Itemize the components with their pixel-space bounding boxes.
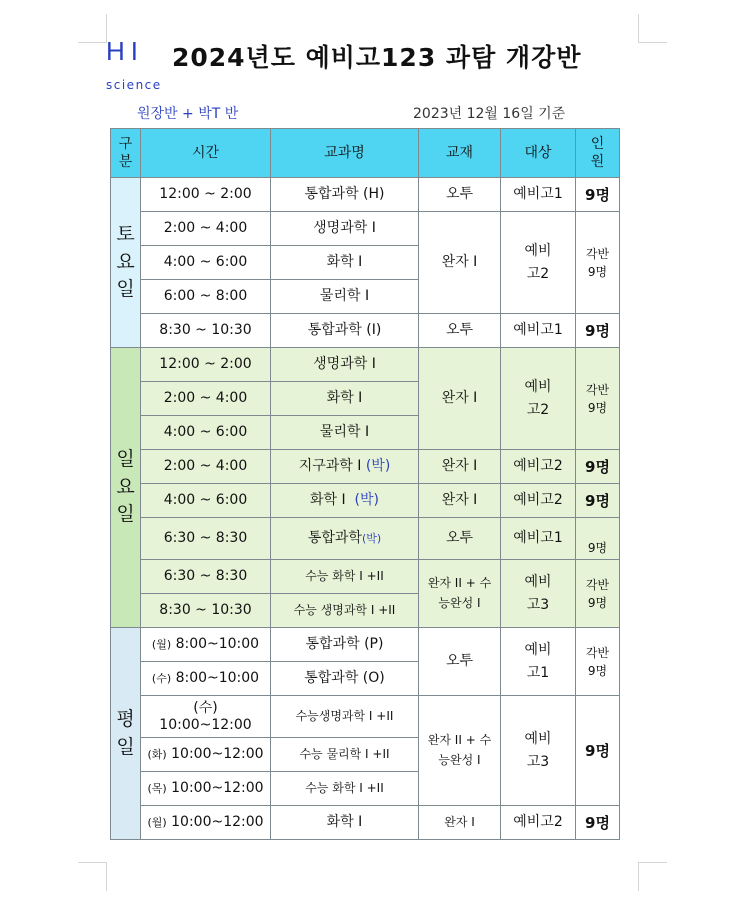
time-cell: 4:00 ~ 6:00 [141, 246, 271, 280]
target-cell: 예비고2 [501, 212, 576, 314]
book-cell: 완자 I [419, 450, 501, 484]
day-saturday: 토요일 [111, 178, 141, 348]
target-cell: 예비고3 [501, 696, 576, 806]
crop-mark-top-left [78, 14, 107, 43]
book-cell: 완자 I [419, 348, 501, 450]
book-cell: 오투 [419, 628, 501, 696]
count-cell: 9명 [576, 314, 620, 348]
time-cell: 4:00 ~ 6:00 [141, 484, 271, 518]
target-cell: 예비고2 [501, 450, 576, 484]
target-cell: 예비고1 [501, 178, 576, 212]
col-header-count: 인원 [576, 129, 620, 178]
book-cell: 완자 I [419, 484, 501, 518]
day-weekday: 평일 [111, 628, 141, 840]
count-cell: 각반 9명 [576, 628, 620, 696]
crop-mark-top-right [638, 14, 667, 43]
time-cell: 2:00 ~ 4:00 [141, 212, 271, 246]
subject-name: 통합과학 [307, 530, 362, 547]
target-cell: 예비고1 [501, 518, 576, 560]
target-cell: 예비고2 [501, 348, 576, 450]
teacher-tag: (박) [361, 532, 382, 546]
table-row [111, 348, 620, 382]
subject-cell: 수능 생명과학 I +II [271, 594, 419, 628]
time-cell: 12:00 ~ 2:00 [141, 178, 271, 212]
subject-cell: 수능 화학 I +II [271, 772, 419, 806]
target-cell: 예비고1 [501, 628, 576, 696]
subject-cell: 수능생명과학 I +II [271, 696, 419, 738]
count-cell: 9명 [576, 484, 620, 518]
subject-cell: 물리학 I [271, 280, 419, 314]
table-row [111, 518, 620, 560]
header-row [111, 129, 620, 178]
book-cell: 오투 [419, 314, 501, 348]
teacher-tag: (박) [354, 492, 379, 509]
crop-mark-bottom-right [638, 862, 667, 891]
subject-cell: 화학 I [271, 806, 419, 840]
subject-cell: 통합과학 (H) [271, 178, 419, 212]
table-row [111, 314, 620, 348]
count-cell: 9명 [576, 696, 620, 806]
col-header-target: 대상 [501, 129, 576, 178]
col-header-day: 구분 [111, 129, 141, 178]
count-cell: 각반 9명 [576, 212, 620, 314]
count-cell: 각반 9명 [576, 560, 620, 628]
table-row [111, 212, 620, 246]
day-sunday: 일요일 [111, 348, 141, 628]
subject-cell [271, 518, 419, 560]
time-cell: 4:00 ~ 6:00 [141, 416, 271, 450]
time-cell: (수) 8:00~10:00 [141, 662, 271, 696]
table-row [111, 696, 620, 738]
subject-name: 지구과학 I [298, 458, 362, 475]
as-of-date: 2023년 12월 16일 기준 [413, 106, 566, 122]
logo: HI [106, 36, 144, 66]
book-cell: 완자 II + 수능완성 I [419, 560, 501, 628]
subject-cell [271, 450, 419, 484]
book-cell: 완자 I [419, 212, 501, 314]
time-cell: (월) 10:00~12:00 [141, 806, 271, 840]
subject-cell [271, 484, 419, 518]
count-cell: 각반 9명 [576, 348, 620, 450]
target-cell: 예비고1 [501, 314, 576, 348]
time-cell: 12:00 ~ 2:00 [141, 348, 271, 382]
time-cell: 6:30 ~ 8:30 [141, 560, 271, 594]
book-cell: 오투 [419, 518, 501, 560]
teacher-tag: (박) [365, 458, 391, 475]
count-cell: 9명 [576, 806, 620, 840]
count-cell: 9명 [576, 450, 620, 484]
col-header-book: 교재 [419, 129, 501, 178]
time-cell: 6:30 ~ 8:30 [141, 518, 271, 560]
subject-cell: 화학 I [271, 382, 419, 416]
book-cell: 오투 [419, 178, 501, 212]
schedule-table [110, 128, 620, 840]
subject-cell: 통합과학 (I) [271, 314, 419, 348]
time-cell: (목) 10:00~12:00 [141, 772, 271, 806]
table-row [111, 178, 620, 212]
target-cell: 예비고2 [501, 806, 576, 840]
logo-subtitle: science [106, 78, 162, 92]
time-cell: 8:30 ~ 10:30 [141, 314, 271, 348]
time-cell: 2:00 ~ 4:00 [141, 450, 271, 484]
table-row [111, 484, 620, 518]
table-row [111, 628, 620, 662]
subject-cell: 물리학 I [271, 416, 419, 450]
time-cell: 2:00 ~ 4:00 [141, 382, 271, 416]
time-cell: (월) 8:00~10:00 [141, 628, 271, 662]
crop-mark-bottom-left [78, 862, 107, 891]
count-cell: 9명 [576, 178, 620, 212]
subject-cell: 수능 물리학 I +II [271, 738, 419, 772]
table-row [111, 560, 620, 594]
time-cell: 8:30 ~ 10:30 [141, 594, 271, 628]
target-cell: 예비고2 [501, 484, 576, 518]
col-header-time: 시간 [141, 129, 271, 178]
time-cell: (화) 10:00~12:00 [141, 738, 271, 772]
subject-cell: 생명과학 I [271, 212, 419, 246]
table-row [111, 806, 620, 840]
time-cell: (수) 10:00~12:00 [141, 696, 271, 738]
subject-cell: 생명과학 I [271, 348, 419, 382]
col-header-subject: 교과명 [271, 129, 419, 178]
subject-cell: 수능 화학 I +II [271, 560, 419, 594]
book-cell: 완자 II + 수능완성 I [419, 696, 501, 806]
time-cell: 6:00 ~ 8:00 [141, 280, 271, 314]
book-cell: 완자 I [419, 806, 501, 840]
subject-cell: 통합과학 (O) [271, 662, 419, 696]
page-title: 2024년도 예비고123 과탐 개강반 [172, 43, 582, 72]
table-row [111, 450, 620, 484]
target-cell: 예비고3 [501, 560, 576, 628]
subject-cell: 화학 I [271, 246, 419, 280]
subject-name: 화학 I [310, 492, 346, 509]
class-names: 원장반 + 박T 반 [137, 106, 239, 122]
subject-cell: 통합과학 (P) [271, 628, 419, 662]
count-cell: 9명 [576, 518, 620, 560]
